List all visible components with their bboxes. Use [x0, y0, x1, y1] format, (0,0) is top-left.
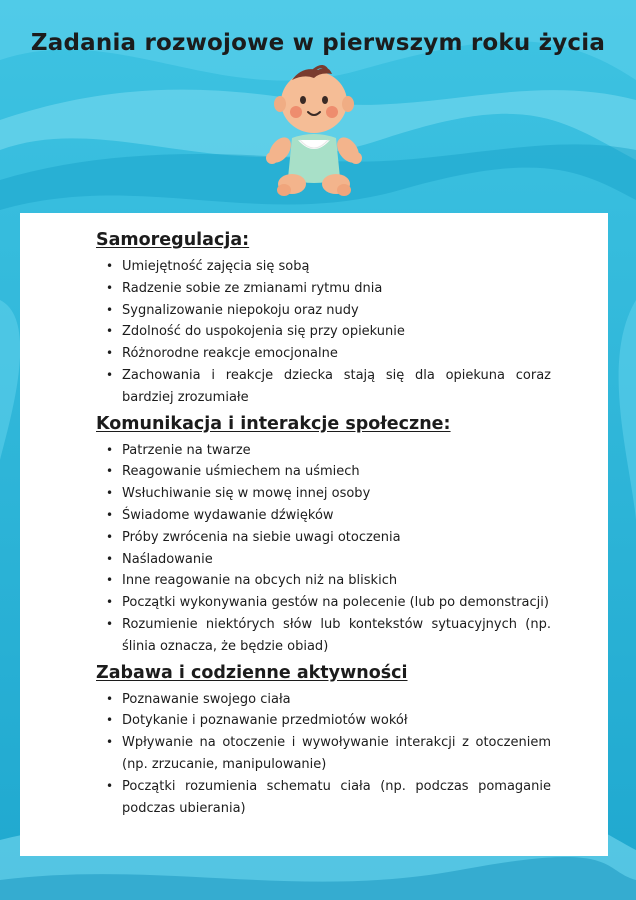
list-item: • Zdolność do uspokojenia się przy opiekunie — [96, 321, 551, 343]
list-item: • Inne reagowanie na obcych niż na bliskich — [96, 570, 551, 592]
list-item: • Umiejętność zajęcia się sobą — [96, 256, 551, 278]
list-item: • Różnorodne reakcje emocjonalne — [96, 343, 551, 365]
list-item: • Początki rozumienia schematu ciała (np. podczas pomaganie podczas ubierania) — [96, 776, 551, 820]
section-heading-samoregulacja: Samoregulacja: — [96, 230, 250, 250]
list-item: • Początki wykonywania gestów na polecenie (lub po demonstracji) — [96, 592, 551, 614]
list-item: • Reagowanie uśmiechem na uśmiech — [96, 461, 551, 483]
content-area — [96, 228, 551, 821]
list-komunikacja — [96, 440, 551, 658]
list-item: • Zachowania i reakcje dziecka stają się dla opiekuna coraz bardziej zrozumiałe — [96, 365, 551, 409]
list-item: • Patrzenie na twarze — [96, 440, 551, 462]
list-item: • Dotykanie i poznawanie przedmiotów wokół — [96, 710, 551, 732]
section-heading-komunikacja: Komunikacja i interakcje społeczne: — [96, 413, 451, 434]
list-item: • Radzenie sobie ze zmianami rytmu dnia — [96, 278, 551, 300]
page-title: Zadania rozwojowe w pierwszym roku życia — [30, 30, 606, 56]
list-samoregulacja — [96, 256, 551, 409]
list-item: • Sygnalizowanie niepokoju oraz nudy — [96, 300, 551, 322]
list-item: • Świadome wydawanie dźwięków — [96, 505, 551, 527]
list-item: • Próby zwrócenia na siebie uwagi otoczenia — [96, 527, 551, 549]
list-item: • Wsłuchiwanie się w mowę innej osoby — [96, 483, 551, 505]
list-zabawa — [96, 689, 551, 820]
list-item: • Poznawanie swojego ciała — [96, 689, 551, 711]
baby-illustration — [258, 60, 370, 200]
section-heading-zabawa: Zabawa i codzienne aktywności — [96, 662, 408, 683]
list-item: • Rozumienie niektórych słów lub kontekstów sytuacyjnych (np. ślinia oznacza, że będzie obiad) — [96, 614, 551, 658]
list-item: • Wpływanie na otoczenie i wywoływanie interakcji z otoczeniem (np. zrzucanie, manipulowanie) — [96, 732, 551, 776]
list-item: • Naśladowanie — [96, 549, 551, 571]
